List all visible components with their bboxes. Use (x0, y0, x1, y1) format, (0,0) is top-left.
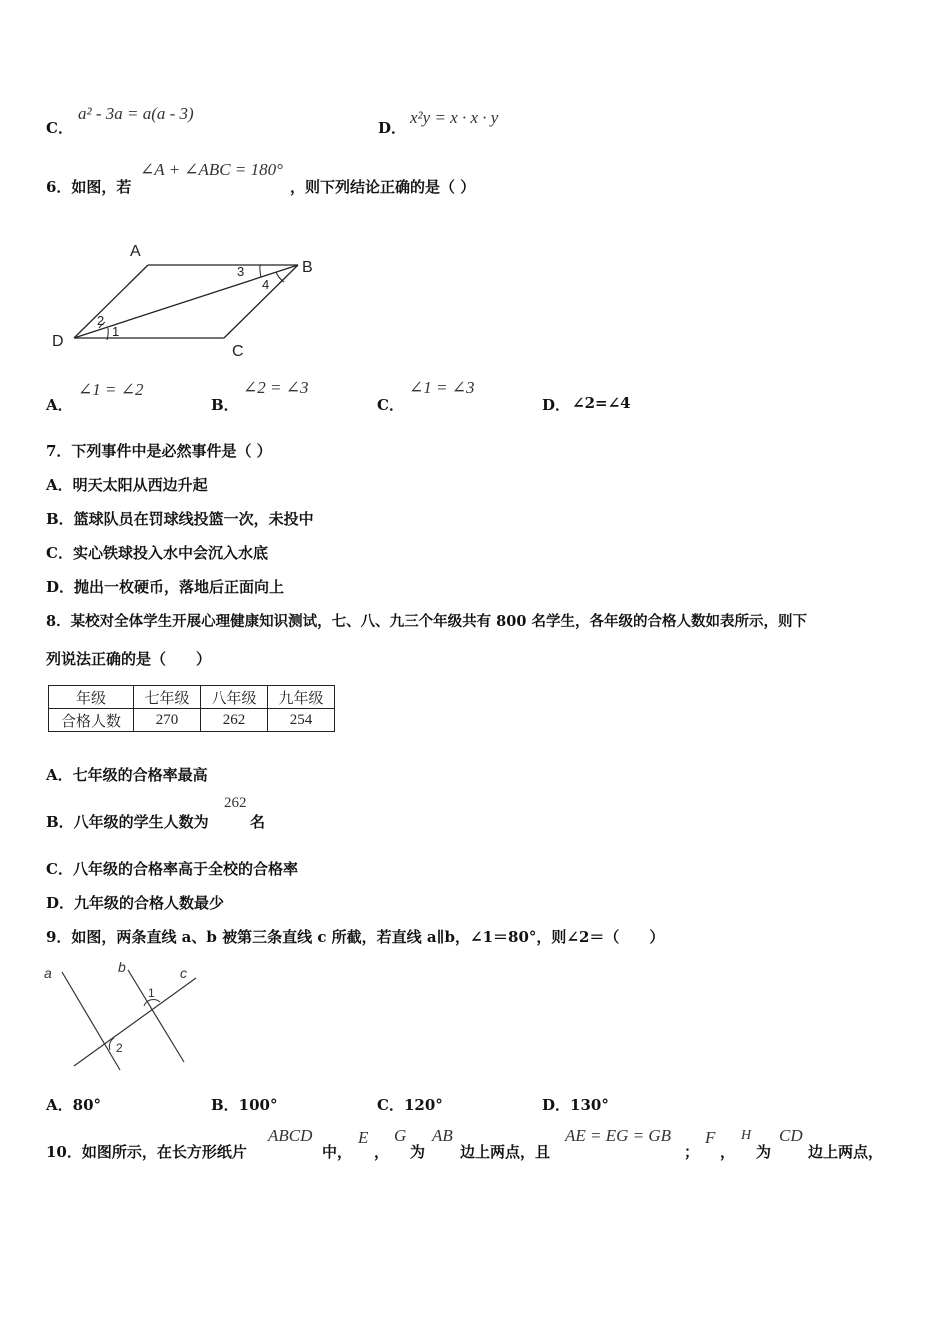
q10-text-2: 中， (322, 1143, 353, 1161)
q7-stem: 7．下列事件中是必然事件是（ ） (46, 442, 272, 460)
q9-angle-2: 2 (116, 1041, 123, 1055)
q6-option-c-label: C． (377, 396, 404, 414)
q10-math-f: F (705, 1128, 716, 1147)
q9-option-b: B．100° (211, 1096, 278, 1114)
q10-math-e: E (358, 1128, 369, 1147)
q10-math-g: G (394, 1126, 407, 1145)
q6-stem-prefix: 6．如图，若 (46, 178, 132, 196)
q7-option-c: C．实心铁球投入水中会沉入水底 (46, 544, 268, 562)
q5-option-c-formula: a² - 3a = a(a - 3) (78, 104, 194, 123)
table-row-label: 合格人数 (49, 709, 134, 732)
q8-option-b-number: 262 (224, 795, 247, 811)
q10-text-5: 边上两点，且 (460, 1143, 551, 1161)
q5-option-d-label: D． (378, 119, 407, 137)
q9-line-c: c (180, 965, 187, 981)
q6-option-b-formula: ∠2 = ∠3 (243, 378, 309, 397)
q8-option-b-prefix: B．八年级的学生人数为 (46, 813, 209, 831)
q7-option-b: B．篮球队员在罚球线投篮一次，未投中 (46, 510, 314, 528)
q9-angle-1: 1 (148, 986, 155, 1000)
q6-vertex-b: B (302, 259, 313, 276)
q10-text-9: 边上两点， (808, 1143, 884, 1161)
q10-text-6: ； (684, 1143, 700, 1161)
q6-vertex-c: C (232, 343, 244, 360)
q8-stem-line2: 列说法正确的是（ ） (46, 650, 212, 668)
q10-math-ae-eg-gb: AE = EG = GB (565, 1126, 672, 1145)
q7-option-a: A．明天太阳从西边升起 (46, 476, 208, 494)
q9-line-a: a (44, 965, 52, 981)
q6-option-d-formula: ∠2=∠4 (572, 394, 631, 412)
q8-option-b-suffix: 名 (250, 813, 266, 831)
q6-angle-3: 3 (237, 264, 245, 279)
q9-option-a: A．80° (46, 1096, 102, 1114)
q5-option-d-formula: x²y = x · x · y (410, 108, 499, 127)
table-row (49, 686, 335, 709)
q8-pass-count-table (48, 685, 335, 732)
q6-option-c-formula: ∠1 = ∠3 (409, 378, 475, 397)
q8-option-d: D．九年级的合格人数最少 (46, 894, 225, 912)
q10-math-abcd: ABCD (268, 1126, 313, 1145)
q6-vertex-a: A (130, 243, 141, 260)
q6-parallelogram-figure (44, 232, 334, 362)
q7-option-d: D．抛出一枚硬币，落地后正面向上 (46, 578, 285, 596)
table-header-grade8: 八年级 (201, 686, 268, 709)
table-header-grade7: 七年级 (134, 686, 201, 709)
q9-parallel-lines-figure (40, 958, 210, 1078)
q6-angle-4: 4 (262, 277, 270, 292)
q10-text-3: ， (374, 1143, 390, 1161)
table-header-grade9: 九年级 (268, 686, 335, 709)
q6-option-a-formula: ∠1 = ∠2 (78, 380, 144, 399)
q10-text-1: 10．如图所示，在长方形纸片 (46, 1143, 247, 1161)
q6-option-a-label: A． (46, 396, 73, 414)
table-row (49, 709, 335, 732)
q8-option-a: A．七年级的合格率最高 (46, 766, 208, 784)
table-cell-grade7: 270 (134, 709, 201, 732)
q6-option-b-label: B． (211, 396, 239, 414)
table-cell-grade9: 254 (268, 709, 335, 732)
q10-text-4: 为 (410, 1143, 426, 1161)
table-header-grade: 年级 (49, 686, 134, 709)
q10-math-h: H (741, 1128, 752, 1143)
q8-option-c: C．八年级的合格率高于全校的合格率 (46, 860, 298, 878)
q9-line-b: b (118, 959, 126, 975)
q6-angle-2: 2 (97, 313, 105, 328)
q6-stem-suffix: ，则下列结论正确的是（ ） (290, 178, 476, 196)
q10-text-8: 为 (756, 1143, 772, 1161)
q5-option-c-label: C． (46, 119, 73, 137)
q8-stem-line1: 8．某校对全体学生开展心理健康知识测试，七、八、九三个年级共有 800 名学生，各年级的合格人数如表所示，则下 (46, 613, 807, 630)
q6-stem-formula: ∠A + ∠ABC = 180° (140, 160, 283, 179)
q6-option-d-label: D． (542, 396, 571, 414)
q10-math-ab: AB (432, 1126, 453, 1145)
table-cell-grade8: 262 (201, 709, 268, 732)
q10-math-cd: CD (779, 1126, 803, 1145)
q10-text-7: ， (720, 1143, 736, 1161)
q6-angle-1: 1 (112, 324, 120, 339)
q9-stem: 9．如图，两条直线 a、b 被第三条直线 c 所截，若直线 a∥b，∠1＝80°，则∠2＝（ ） (46, 928, 665, 946)
q9-option-d: D．130° (542, 1096, 609, 1114)
q6-vertex-d: D (52, 333, 64, 350)
q9-option-c: C．120° (377, 1096, 443, 1114)
